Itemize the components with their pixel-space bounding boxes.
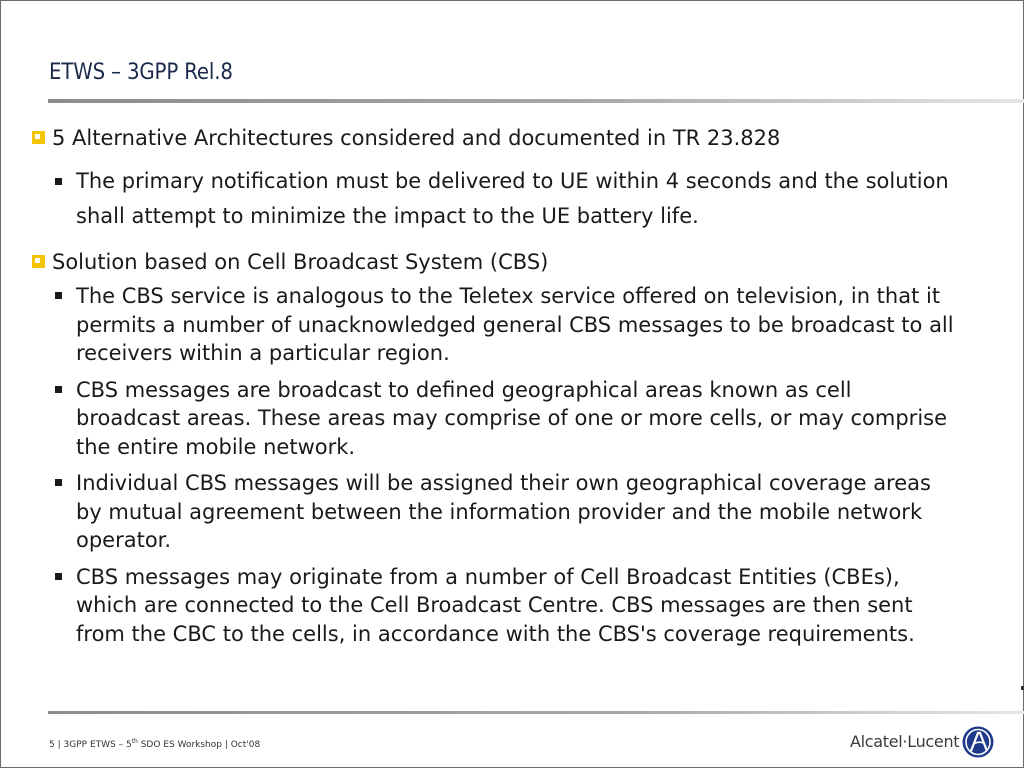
footer-superscript: th	[131, 738, 138, 745]
square-bullet-icon	[55, 292, 62, 299]
footer-divider	[48, 711, 1024, 714]
page-number: 5	[49, 740, 55, 750]
section-heading	[30, 248, 960, 276]
square-bullet-icon	[55, 479, 62, 486]
footer-left-text: 3GPP ETWS – 5	[63, 740, 132, 750]
footer-separator: |	[57, 740, 61, 750]
slide-title: ETWS – 3GPP Rel.8	[49, 60, 233, 85]
title-divider	[48, 99, 1024, 103]
bullet-item	[30, 282, 960, 368]
bullet-item	[30, 376, 960, 462]
slide-content	[30, 124, 960, 648]
square-bullet-icon	[55, 573, 62, 580]
square-bullet-icon	[55, 386, 62, 393]
checkbox-bullet-icon	[32, 131, 45, 144]
checkbox-bullet-icon	[32, 255, 45, 268]
bullet-text: CBS messages may originate from a number of Cell Broadcast Entities (CBEs), which are connected to the Cell Broadcast Centre. CBS messages are then sent from the CBC to the cells, in accordance with the CBS's coverage requirements.	[76, 564, 915, 646]
logo-text: Alcatel·Lucent	[850, 732, 960, 751]
section-heading-text: Solution based on Cell Broadcast System (CBS)	[52, 250, 549, 274]
section-heading-text: 5 Alternative Architectures considered and documented in TR 23.828	[52, 126, 781, 150]
section-heading	[30, 124, 960, 152]
square-bullet-icon	[55, 178, 62, 185]
footer-right-text: SDO ES Workshop | Oct'08	[137, 740, 261, 750]
bullet-text: Individual CBS messages will be assigned their own geographical coverage areas by mutual agreement between the information provider and the mobile network operator.	[76, 471, 931, 552]
bullet-text: CBS messages are broadcast to defined geographical areas known as cell broadcast areas. These areas may comprise of one or more cells, or may comprise the entire mobile network.	[76, 377, 948, 459]
footer-text	[49, 738, 260, 750]
bullet-item	[30, 563, 960, 649]
bullet-item	[30, 469, 960, 555]
bullet-item	[30, 164, 960, 234]
bullet-text: The CBS service is analogous to the Teletex service offered on television, in that it permits a number of unacknowledged general CBS messages to be broadcast to all receivers within a particular region.	[76, 284, 954, 365]
alcatel-lucent-logo-icon	[960, 725, 996, 759]
bullet-text: The primary notification must be delivered to UE within 4 seconds and the solution shall attempt to minimize the impact to the UE battery life.	[76, 169, 949, 228]
